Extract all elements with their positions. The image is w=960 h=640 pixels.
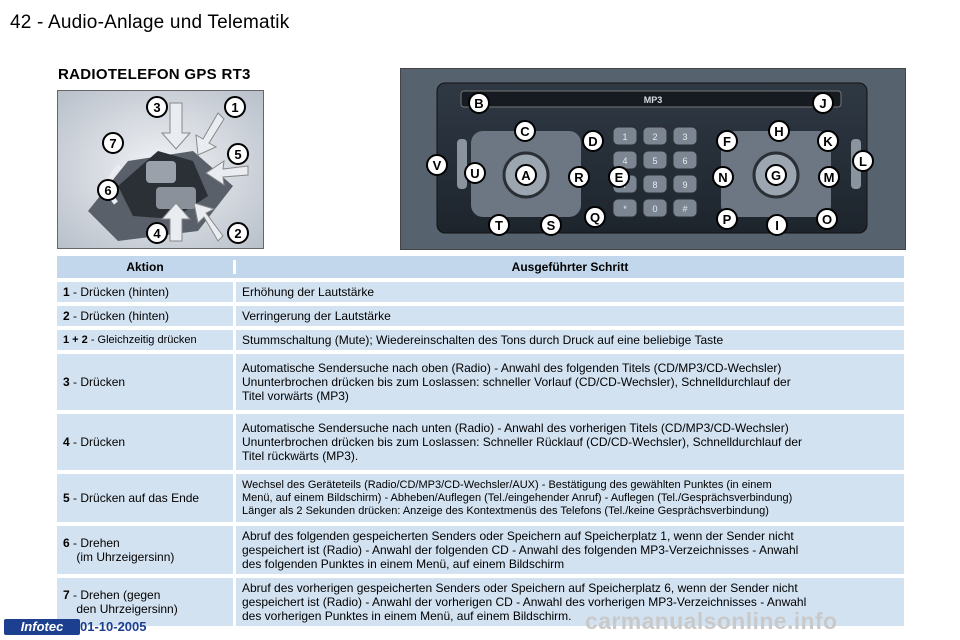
row-key: 6 [63,536,70,550]
svg-text:*: * [623,204,627,214]
table-header-row [57,256,904,278]
svg-text:4: 4 [153,226,161,241]
row-step [233,414,904,470]
radio-callout-G [766,165,786,185]
row-action [57,282,233,302]
radio-callout-A [516,165,536,185]
svg-text:D: D [588,134,598,149]
row-action [57,306,233,326]
row-step-text: Stummschaltung (Mute); Wiedereinschalten des Tons durch Druck auf eine beliebige Taste [242,333,724,347]
svg-text:O: O [821,212,833,227]
svg-text:K: K [823,134,833,149]
svg-text:Q: Q [589,210,601,225]
radio-callout-F [717,131,737,151]
stalk-callout-7 [103,133,123,153]
row-action-text: - Drücken (hinten) [69,285,170,299]
radio-callout-S [541,215,561,235]
footer-date: 01-10-2005 [80,619,147,634]
row-step-text: Verringerung der Lautstärke [242,309,391,323]
keypad-key [643,151,667,169]
svg-text:6: 6 [682,156,688,166]
row-step [233,474,904,522]
radio-callout-B [469,93,489,113]
svg-text:I: I [775,218,779,233]
table-row [57,306,904,326]
stalk-button-top [146,161,176,183]
svg-text:7: 7 [109,136,117,151]
table-row [57,474,904,522]
svg-text:J: J [819,96,827,111]
svg-text:4: 4 [622,156,628,166]
row-action-text: - Drücken [69,435,126,449]
svg-text:F: F [723,134,731,149]
row-step-text: Erhöhung der Lautstärke [242,285,375,299]
radio-callout-T [489,215,509,235]
svg-text:U: U [470,166,480,181]
table-row [57,354,904,410]
section-title: RADIOTELEFON GPS RT3 [58,66,251,83]
row-step-text: Abruf des vorherigen gespeicherten Senders oder Speichern auf Speicherplatz 6, wenn der Sender nicht gespeichert ist (Radio) - Anwahl der vorherigen CD - Anwahl des vorherigen MP3-Verzeichnisses - Anwahl des vorherigen Punktes in einem Menü, auf einem Bildschirm. [242,581,807,623]
radio-callout-N [713,167,733,187]
row-step [233,306,904,326]
radio-callout-U [465,163,485,183]
row-step-text: Automatische Sendersuche nach unten (Radio) - Anwahl des vorherigen Titels (CD/MP3/CD-Wechsler) Ununterbrochen drücken bis zum Loslassen: Schneller Rücklauf (CD/CD-Wechsler), Schnelldurchlauf der Titel rückwärts (MP3). [242,421,803,463]
row-action [57,330,233,350]
row-key: 2 [63,309,70,323]
svg-text:M: M [823,170,835,185]
row-action-text: - Drehen (gegen den Uhrzeigersinn) [73,588,178,616]
svg-text:0: 0 [652,204,658,214]
svg-text:9: 9 [682,180,688,190]
svg-text:5: 5 [652,156,658,166]
keypad-key [673,175,697,193]
table-row [57,526,904,574]
svg-text:5: 5 [234,147,242,162]
side-button-v [457,139,467,189]
radio-callout-C [515,121,535,141]
row-step [233,354,904,410]
svg-text:6: 6 [104,183,112,198]
radio-callout-I [767,215,787,235]
action-table [57,256,904,630]
row-key: 1 + 2 [63,334,88,346]
radio-callout-J [813,93,833,113]
row-key: 5 [63,491,70,505]
row-action-text: - Drücken [69,375,126,389]
row-key: 7 [63,588,70,602]
radio-callout-D [583,131,603,151]
svg-text:G: G [770,168,782,183]
radio-callout-L [853,151,873,171]
stalk-svg [58,91,263,248]
radio-callout-M [819,167,839,187]
svg-text:L: L [859,154,867,169]
svg-text:2: 2 [652,132,658,142]
svg-text:R: R [574,170,584,185]
keypad-key [643,127,667,145]
radio-callout-P [717,209,737,229]
row-step-text: Abruf des folgenden gespeicherten Senders oder Speichern auf Speicherplatz 1, wenn der Sender nicht gespeichert ist (Radio) - Anwahl der folgenden CD - Anwahl des folgenden MP3-Verzeichnisses - Anwahl des folgenden Punktes in einem Menü, auf einem Bildschirm [242,529,799,571]
page-title: 42 - Audio-Anlage und Telematik [10,12,290,33]
radio-callout-V [427,155,447,175]
radio-callout-H [769,121,789,141]
svg-text:1: 1 [231,100,239,115]
keypad-key [613,127,637,145]
keypad-key [673,199,697,217]
radio-callout-E [609,167,629,187]
row-step [233,330,904,350]
svg-text:8: 8 [652,180,658,190]
svg-text:3: 3 [682,132,688,142]
svg-text:P: P [722,212,732,227]
row-action [57,474,233,522]
stalk-callout-5 [228,144,248,164]
row-action [57,414,233,470]
svg-text:1: 1 [622,132,628,142]
row-action-text: - Gleichzeitig drücken [87,334,197,346]
svg-text:#: # [682,204,688,214]
radio-svg [401,69,905,249]
svg-text:N: N [718,170,728,185]
stalk-callout-1 [225,97,245,117]
row-action-text: - Drücken (hinten) [69,309,170,323]
keypad-key [643,199,667,217]
infotec-logo: Infotec [4,619,80,635]
row-step [233,282,904,302]
svg-text:S: S [546,218,556,233]
radio-callout-O [817,209,837,229]
stalk-callout-2 [228,223,248,243]
header-step: Ausgeführter Schritt [233,260,904,274]
svg-text:A: A [521,168,531,183]
display-label: MP3 [643,95,663,105]
keypad-key [613,199,637,217]
svg-text:3: 3 [153,100,161,115]
radio-callout-Q [585,207,605,227]
svg-text:V: V [432,158,442,173]
stalk-callout-4 [147,223,167,243]
svg-text:C: C [520,124,530,139]
radio-callout-R [569,167,589,187]
table-row [57,414,904,470]
row-action [57,354,233,410]
radio-unit-illustration [400,68,906,250]
keypad-key [643,175,667,193]
row-step-text: Automatische Sendersuche nach oben (Radio) - Anwahl des folgenden Titels (CD/MP3/CD-Wechsler) Ununterbrochen drücken bis zum Loslassen: schneller Vorlauf (CD/CD-Wechsler), Schnelldurchlauf der Titel vorwärts (MP3) [242,361,791,403]
row-key: 1 [63,285,70,299]
row-action [57,526,233,574]
svg-text:B: B [474,96,484,111]
table-row [57,282,904,302]
row-key: 3 [63,375,70,389]
radio-callout-K [818,131,838,151]
row-step [233,526,904,574]
stalk-callout-3 [147,97,167,117]
row-key: 4 [63,435,70,449]
svg-text:T: T [495,218,503,233]
keypad-key [673,151,697,169]
row-step-text: Wechsel des Geräteteils (Radio/CD/MP3/CD-Wechsler/AUX) - Bestätigung des gewählten Punktes (in einem Menü, auf einem Bildschirm) - Abheben/Auflegen (Tel./eingehender Anruf) - Auflegen (Tel./Gesprächsverbindung) Länger als 2 Sekunden drücken: Anzeige des Kontextmenüs des Telefons (Tel./keine Gesprächsverbindung) [242,478,793,517]
row-action-text: - Drehen (im Uhrzeigersinn) [73,536,175,564]
svg-text:2: 2 [234,226,242,241]
row-action-text: - Drücken auf das Ende [69,491,200,505]
table-row [57,330,904,350]
steering-control-illustration [57,90,264,249]
svg-text:H: H [774,124,784,139]
watermark: carmanualsonline.info [585,608,838,634]
keypad-key [673,127,697,145]
table-body [57,282,904,626]
stalk-callout-6 [98,180,118,200]
header-action: Aktion [126,260,164,274]
svg-text:E: E [614,170,624,185]
